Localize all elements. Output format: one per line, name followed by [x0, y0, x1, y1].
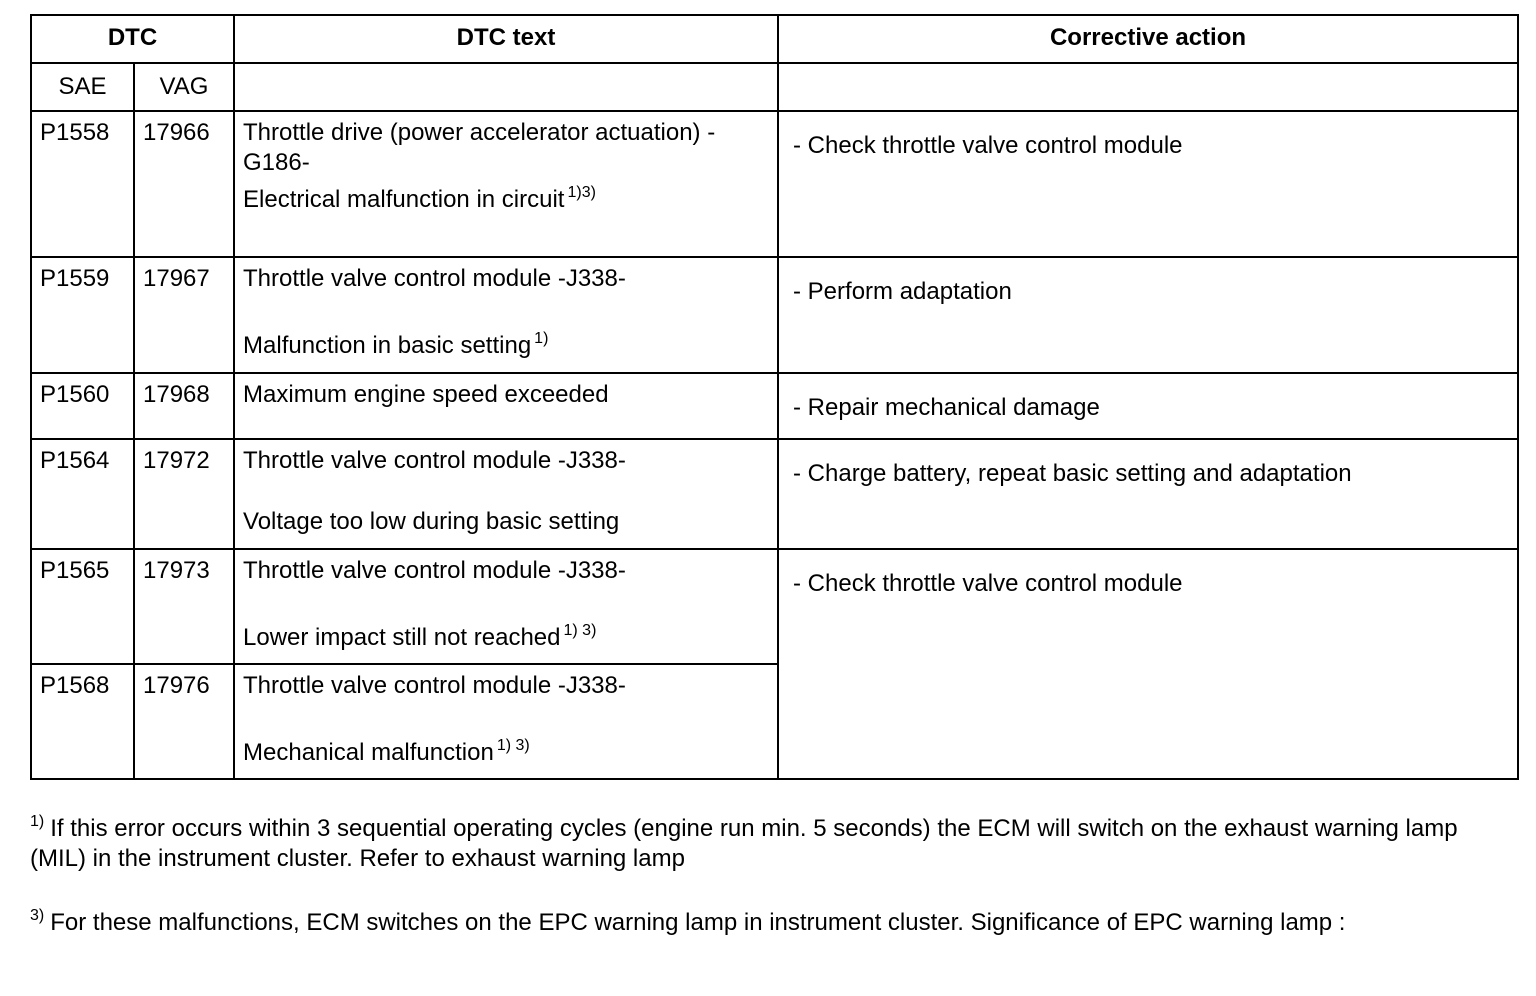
footnote-ref: 1): [534, 330, 549, 347]
footnote-ref: 1) 3): [563, 622, 597, 639]
footnotes: [30, 814, 1510, 972]
subheader-vag: VAG: [134, 63, 234, 111]
table-row: [31, 549, 1518, 664]
vag-code: 17967: [134, 257, 234, 373]
dtc-text-detail: [243, 738, 769, 768]
corrective-action-cell: - Charge battery, repeat basic setting and adaptation: [778, 439, 1518, 549]
header-dtc: DTC: [31, 15, 234, 63]
corrective-action-cell: - Check throttle valve control module: [778, 111, 1518, 257]
vag-code: 17972: [134, 439, 234, 549]
vag-code: 17968: [134, 373, 234, 439]
sae-code: P1558: [31, 111, 134, 257]
corrective-action-cell: - Perform adaptation: [778, 257, 1518, 373]
vag-code: 17966: [134, 111, 234, 257]
vag-code: 17976: [134, 664, 234, 779]
header-row: [31, 15, 1518, 63]
dtc-text-title: Throttle valve control module -J338-: [243, 265, 626, 292]
sae-code: P1560: [31, 373, 134, 439]
dtc-text-cell: [234, 257, 778, 373]
header-corrective-action: Corrective action: [778, 15, 1518, 63]
footnote-ref: 1)3): [567, 184, 596, 201]
footnote-text: If this error occurs within 3 sequential operating cycles (engine run min. 5 seconds) the ECM will switch on the exhaust warning lamp (MIL) in the instrument cluster. Refer to exhaust warning lamp: [30, 815, 1458, 872]
table-row: [31, 373, 1518, 439]
footnote-ref: 1) 3): [496, 737, 530, 754]
footnote-mark: 3): [30, 907, 45, 924]
subheader-empty: [778, 63, 1518, 111]
table-row: [31, 111, 1518, 257]
footnote: [30, 908, 1510, 938]
corrective-action-cell: - Check throttle valve control module: [778, 549, 1518, 779]
dtc-text-detail: [243, 623, 769, 653]
header-dtc-text: DTC text: [234, 15, 778, 63]
dtc-text-cell: [234, 549, 778, 664]
subheader-sae: SAE: [31, 63, 134, 111]
dtc-detail-text: Mechanical malfunction: [243, 739, 494, 766]
dtc-text-title: Throttle valve control module -J338-: [243, 447, 626, 474]
dtc-detail-text: Malfunction in basic setting: [243, 332, 532, 359]
dtc-text-cell: [234, 111, 778, 257]
dtc-detail-text: Lower impact still not reached: [243, 624, 561, 651]
subheader-empty: [234, 63, 778, 111]
dtc-text-detail: [243, 185, 769, 215]
table-row: [31, 439, 1518, 549]
dtc-table: [30, 14, 1519, 780]
corrective-action-cell: - Repair mechanical damage: [778, 373, 1518, 439]
subheader-row: [31, 63, 1518, 111]
dtc-text-title: Throttle valve control module -J338-: [243, 672, 626, 699]
dtc-text-cell: Maximum engine speed exceeded: [234, 373, 778, 439]
dtc-text-cell: [234, 664, 778, 779]
sae-code: P1564: [31, 439, 134, 549]
table-row: [31, 257, 1518, 373]
sae-code: P1568: [31, 664, 134, 779]
dtc-text-title: Throttle drive (power accelerator actuation) - G186-: [243, 119, 716, 176]
dtc-text-detail: Voltage too low during basic setting: [243, 508, 620, 535]
dtc-text-cell: [234, 439, 778, 549]
dtc-text-detail: [243, 331, 769, 361]
footnote-mark: 1): [30, 813, 45, 830]
footnote-text: For these malfunctions, ECM switches on the EPC warning lamp in instrument cluster. Significance of EPC warning lamp :: [50, 909, 1346, 936]
vag-code: 17973: [134, 549, 234, 664]
sae-code: P1565: [31, 549, 134, 664]
dtc-detail-text: Electrical malfunction in circuit: [243, 186, 565, 213]
footnote: [30, 814, 1510, 874]
dtc-text-title: Throttle valve control module -J338-: [243, 557, 626, 584]
sae-code: P1559: [31, 257, 134, 373]
